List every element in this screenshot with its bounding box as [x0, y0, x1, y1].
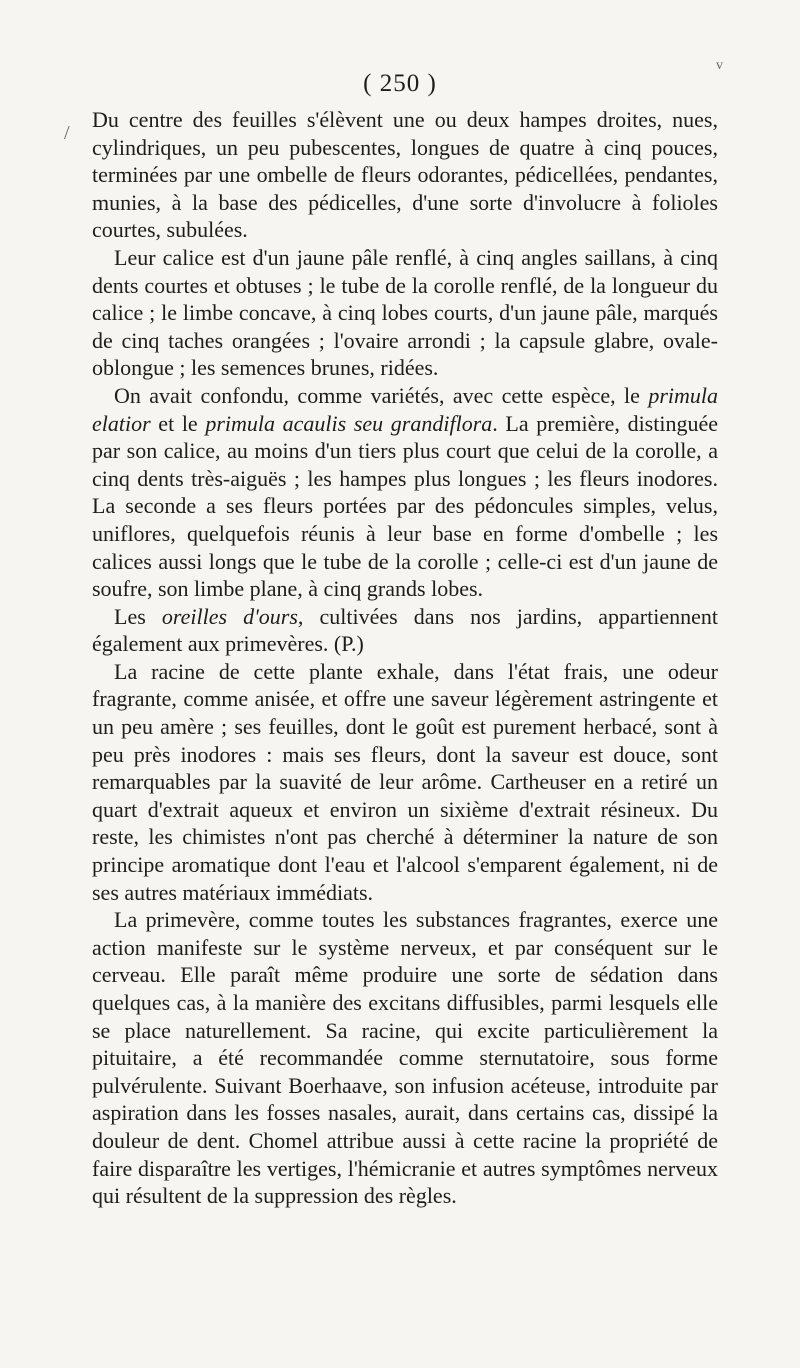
corner-pencil-mark: v: [716, 58, 723, 73]
paragraph-5: La racine de cette plante exhale, dans l'état frais, une odeur fragrante, comme anisée, et offre une saveur légèrement astringente et un peu amère ; ses feuilles, dont le goût est purement herbacé, sont à peu près inodores : mais ses fleurs, dont la saveur est douce, sont remarquables par la suavité de leur arôme. Cartheuser en a retiré un quart d'extrait aqueux et environ un sixième d'extrait résineux. Du reste, les chimistes n'ont pas cherché à déterminer la nature de son principe aromatique dont l'eau et l'alcool s'emparent également, ni de ses autres matériaux immédiats.: [92, 658, 718, 905]
paragraph-6: La primevère, comme toutes les substances fragrantes, exerce une action manifeste sur le système nerveux, et par conséquent sur le cerveau. Elle paraît même produire une sorte de sédation dans quelques cas, à la manière des excitans diffusibles, parmi lesquels elle se place naturellement. Sa racine, qui excite particulièrement la pituitaire, a été recommandée comme sternutatoire, sous forme pulvérulente. Suivant Boerhaave, son infusion acéteuse, introduite par aspiration dans les fosses nasales, aurait, dans certains cas, dissipé la douleur de dent. Chomel attribue aussi à cette racine la propriété de faire disparaître les vertiges, l'hémicranie et autres symptômes nerveux qui résultent de la suppression des règles.: [92, 907, 718, 1209]
paragraph-1: Du centre des feuilles s'élèvent une ou deux hampes droites, nues, cylindriques, un peu pubescentes, longues de quatre à cinq pouces, terminées par une ombelle de fleurs odorantes, pédicellées, pendantes, munies, à la base des pédicelles, d'une sorte d'involucre à folioles courtes, subulées.: [92, 107, 718, 243]
paragraph-4: Les oreilles d'ours, cultivées dans nos jardins, appartiennent également aux primevères. (P.): [92, 603, 718, 657]
paragraph-2: Leur calice est d'un jaune pâle renflé, à cinq angles saillans, à cinq dents courtes et obtuses ; le tube de la corolle renflé, de la longueur du calice ; le limbe concave, à cinq lobes courts, d'un jaune pâle, marqués de cinq taches orangées ; l'ovaire arrondi ; la capsule glabre, ovale-oblongue ; les semences brunes, ridées.: [92, 244, 718, 381]
paragraph-3: On avait confondu, comme variétés, avec cette espèce, le primula elatior et le primula acaulis seu grandiflora. La première, distinguée par son calice, au moins d'un tiers plus court que celui de la corolle, a cinq dents très-aiguës ; les hampes plus longues ; les fleurs inodores. La seconde a ses fleurs portées par des pédoncules simples, velus, uniflores, quelquefois réunis à leur base en forme d'ombelle ; les calices aussi longs que le tube de la corolle ; celle-ci est d'un jaune de soufre, son limbe plane, à cinq grands lobes.: [92, 382, 718, 602]
italic-term: oreilles d'ours: [161, 603, 298, 629]
italic-term: primula elatior: [92, 382, 718, 436]
body-text: [92, 106, 718, 1210]
page-number: ( 250 ): [363, 70, 437, 97]
margin-pencil-mark: /: [64, 122, 70, 144]
italic-term: primula acaulis seu grandiflora: [205, 410, 493, 436]
